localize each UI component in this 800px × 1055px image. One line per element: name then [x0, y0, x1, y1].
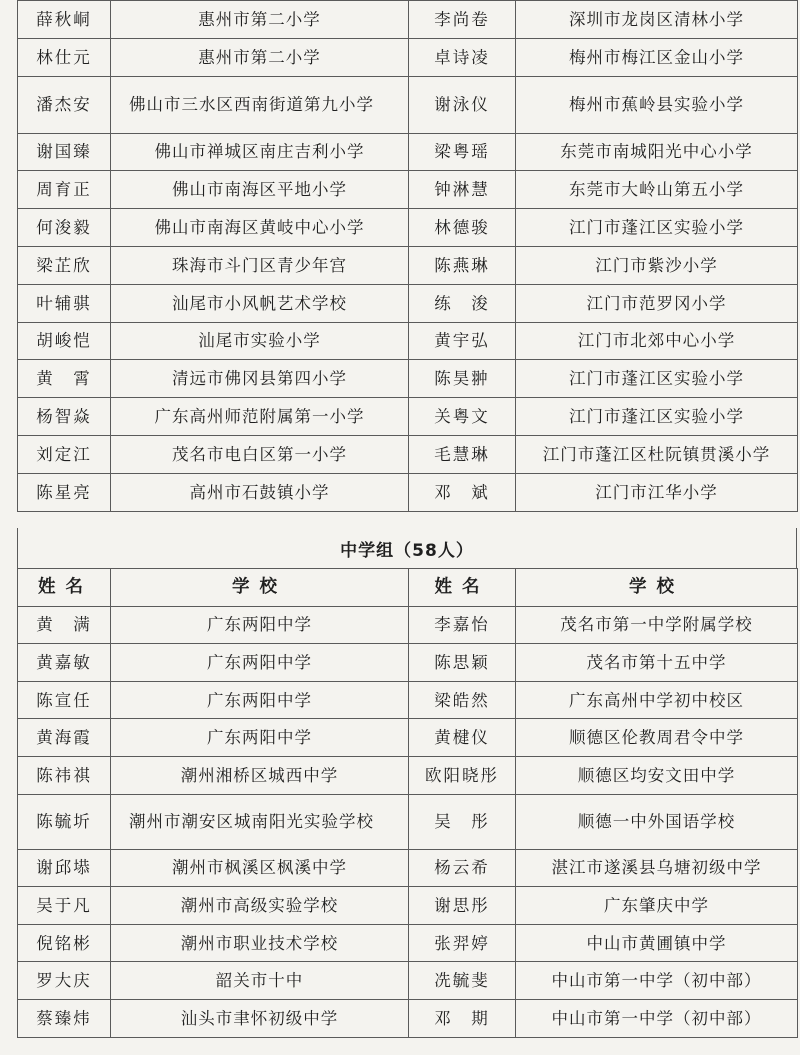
table-row — [18, 887, 798, 925]
student-name: 练 浚 — [409, 284, 516, 322]
table-row — [18, 999, 798, 1037]
table-row — [18, 246, 798, 284]
table-row — [18, 756, 798, 794]
student-name: 邓 期 — [409, 999, 516, 1037]
student-name: 梁皓然 — [409, 681, 516, 719]
student-name: 薛秋峒 — [18, 1, 111, 39]
student-name: 陈思颖 — [409, 644, 516, 682]
header-name-1: 姓名 — [18, 569, 111, 607]
school-name: 茂名市第十五中学 — [516, 644, 798, 682]
student-name: 杨智焱 — [18, 398, 111, 436]
student-name: 罗大庆 — [18, 962, 111, 1000]
table-header-row — [18, 569, 798, 607]
student-name: 刘定江 — [18, 435, 111, 473]
student-name: 张羿婷 — [409, 924, 516, 962]
school-name: 佛山市南海区黄岐中心小学 — [111, 209, 409, 247]
table-row — [18, 38, 798, 76]
student-name: 冼毓斐 — [409, 962, 516, 1000]
student-name: 吴于凡 — [18, 887, 111, 925]
student-name: 陈燕琳 — [409, 246, 516, 284]
school-name: 深圳市龙岗区清林小学 — [516, 1, 798, 39]
school-name: 江门市蓬江区杜阮镇贯溪小学 — [516, 435, 798, 473]
school-name: 顺德一中外国语学校 — [516, 794, 798, 849]
student-name: 黄海霞 — [18, 719, 111, 757]
table-row — [18, 1, 798, 39]
table-row — [18, 76, 798, 133]
table-row — [18, 719, 798, 757]
school-name: 潮州市职业技术学校 — [111, 924, 409, 962]
school-name: 梅州市梅江区金山小学 — [516, 38, 798, 76]
school-name: 惠州市第二小学 — [111, 1, 409, 39]
school-name: 潮州市潮安区城南阳光实验学校 — [111, 794, 409, 849]
student-name: 谢邱塨 — [18, 849, 111, 887]
table-row — [18, 924, 798, 962]
table-row — [18, 360, 798, 398]
school-name: 东莞市大岭山第五小学 — [516, 171, 798, 209]
school-name: 佛山市禅城区南庄吉利小学 — [111, 133, 409, 171]
table-row — [18, 681, 798, 719]
student-name: 邓 斌 — [409, 473, 516, 511]
school-name: 高州市石鼓镇小学 — [111, 473, 409, 511]
table-row — [18, 171, 798, 209]
table-row — [18, 322, 798, 360]
school-name: 江门市蓬江区实验小学 — [516, 398, 798, 436]
table-row — [18, 473, 798, 511]
school-name: 中山市黄圃镇中学 — [516, 924, 798, 962]
school-name: 广东高州中学初中校区 — [516, 681, 798, 719]
school-name: 中山市第一中学（初中部） — [516, 999, 798, 1037]
table-row — [18, 133, 798, 171]
student-name: 毛慧琳 — [409, 435, 516, 473]
middle-school-table — [17, 568, 798, 1038]
student-name: 倪铭彬 — [18, 924, 111, 962]
school-name: 佛山市三水区西南街道第九小学 — [111, 76, 409, 133]
student-name: 潘杰安 — [18, 76, 111, 133]
school-name: 广东两阳中学 — [111, 606, 409, 644]
table-row — [18, 794, 798, 849]
school-name: 广东两阳中学 — [111, 681, 409, 719]
student-name: 黄嘉敏 — [18, 644, 111, 682]
school-name: 潮州市枫溪区枫溪中学 — [111, 849, 409, 887]
student-name: 黄宇弘 — [409, 322, 516, 360]
school-name: 江门市江华小学 — [516, 473, 798, 511]
student-name: 吴 彤 — [409, 794, 516, 849]
school-name: 广东肇庆中学 — [516, 887, 798, 925]
table-row — [18, 435, 798, 473]
header-school-1: 学校 — [111, 569, 409, 607]
table-row — [18, 284, 798, 322]
school-name: 汕尾市小风帆艺术学校 — [111, 284, 409, 322]
student-name: 何浚毅 — [18, 209, 111, 247]
school-name: 顺德区均安文田中学 — [516, 756, 798, 794]
school-name: 江门市蓬江区实验小学 — [516, 209, 798, 247]
student-name: 李嘉怡 — [409, 606, 516, 644]
student-name: 林德骏 — [409, 209, 516, 247]
school-name: 广东高州师范附属第一小学 — [111, 398, 409, 436]
student-name: 黄 霄 — [18, 360, 111, 398]
school-name: 东莞市南城阳光中心小学 — [516, 133, 798, 171]
primary-school-table — [17, 0, 798, 512]
student-name: 杨云希 — [409, 849, 516, 887]
student-name: 谢泳仪 — [409, 76, 516, 133]
student-name: 陈祎祺 — [18, 756, 111, 794]
table-row — [18, 962, 798, 1000]
school-name: 清远市佛冈县第四小学 — [111, 360, 409, 398]
student-name: 钟淋慧 — [409, 171, 516, 209]
school-name: 广东两阳中学 — [111, 644, 409, 682]
school-name: 潮州湘桥区城西中学 — [111, 756, 409, 794]
student-name: 陈昊翀 — [409, 360, 516, 398]
student-name: 李尚卷 — [409, 1, 516, 39]
student-name: 周育正 — [18, 171, 111, 209]
student-name: 胡峻恺 — [18, 322, 111, 360]
student-name: 谢思彤 — [409, 887, 516, 925]
student-name: 黄楗仪 — [409, 719, 516, 757]
table-row — [18, 849, 798, 887]
school-name: 湛江市遂溪县乌塘初级中学 — [516, 849, 798, 887]
school-name: 江门市范罗冈小学 — [516, 284, 798, 322]
school-name: 潮州市高级实验学校 — [111, 887, 409, 925]
student-name: 关粤文 — [409, 398, 516, 436]
school-name: 顺德区伦教周君令中学 — [516, 719, 798, 757]
school-name: 汕尾市实验小学 — [111, 322, 409, 360]
student-name: 梁芷欣 — [18, 246, 111, 284]
student-name: 欧阳晓彤 — [409, 756, 516, 794]
table-row — [18, 398, 798, 436]
school-name: 江门市北郊中心小学 — [516, 322, 798, 360]
student-name: 蔡臻炜 — [18, 999, 111, 1037]
student-name: 卓诗凌 — [409, 38, 516, 76]
school-name: 茂名市第一中学附属学校 — [516, 606, 798, 644]
student-name: 梁粤瑶 — [409, 133, 516, 171]
student-name: 叶辅骐 — [18, 284, 111, 322]
school-name: 韶关市十中 — [111, 962, 409, 1000]
table-row — [18, 644, 798, 682]
school-name: 惠州市第二小学 — [111, 38, 409, 76]
school-name: 江门市紫沙小学 — [516, 246, 798, 284]
school-name: 江门市蓬江区实验小学 — [516, 360, 798, 398]
student-name: 林仕元 — [18, 38, 111, 76]
school-name: 广东两阳中学 — [111, 719, 409, 757]
student-name: 谢国臻 — [18, 133, 111, 171]
school-name: 梅州市蕉岭县实验小学 — [516, 76, 798, 133]
student-name: 陈毓圻 — [18, 794, 111, 849]
header-school-2: 学校 — [516, 569, 798, 607]
table-row — [18, 209, 798, 247]
student-name: 黄 满 — [18, 606, 111, 644]
student-name: 陈星亮 — [18, 473, 111, 511]
school-name: 中山市第一中学（初中部） — [516, 962, 798, 1000]
middle-school-section-title: 中学组（58人） — [17, 528, 797, 568]
school-name: 珠海市斗门区青少年宫 — [111, 246, 409, 284]
school-name: 佛山市南海区平地小学 — [111, 171, 409, 209]
table-row — [18, 606, 798, 644]
school-name: 茂名市电白区第一小学 — [111, 435, 409, 473]
student-name: 陈宣任 — [18, 681, 111, 719]
header-name-2: 姓名 — [409, 569, 516, 607]
school-name: 汕头市聿怀初级中学 — [111, 999, 409, 1037]
